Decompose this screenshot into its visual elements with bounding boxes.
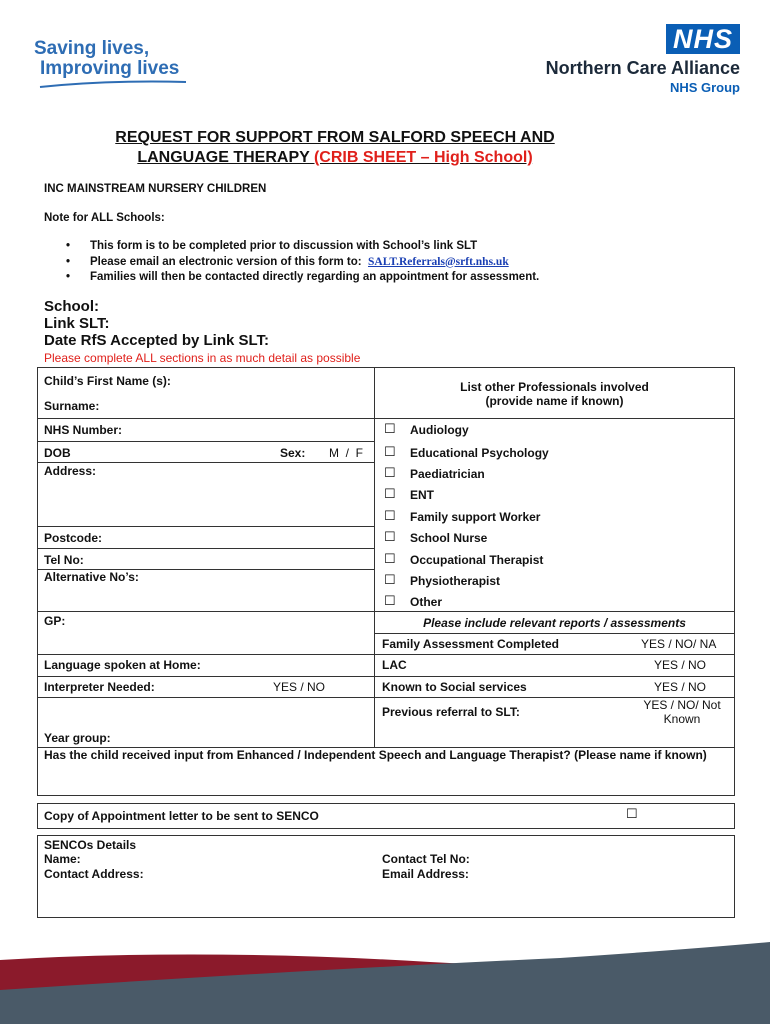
org-group: NHS Group xyxy=(669,80,740,95)
professional-checkbox[interactable]: ☐ xyxy=(384,572,396,587)
professional-checkbox[interactable]: ☐ xyxy=(384,529,396,544)
table-divider xyxy=(374,367,375,747)
family-assessment-options: YES / NO/ NA xyxy=(641,637,717,651)
note-bullets xyxy=(44,239,539,286)
professional-label: Other xyxy=(410,595,443,609)
social-services-options: YES / NO xyxy=(654,680,707,694)
enhanced-question: Has the child received input from Enhanced / Independent Speech and Language Therapist? (Please name if known) xyxy=(44,748,707,762)
subtitle: INC MAINSTREAM NURSERY CHILDREN xyxy=(44,183,267,195)
logo-swoosh-icon xyxy=(38,78,188,90)
sex-label: Sex: xyxy=(280,446,306,460)
social-services-label: Known to Social services xyxy=(382,680,527,694)
interpreter-label: Interpreter Needed: xyxy=(44,680,155,694)
professional-checkbox[interactable]: ☐ xyxy=(384,421,396,436)
professional-checkbox[interactable]: ☐ xyxy=(384,551,396,566)
title-highlight: (CRIB SHEET – High School) xyxy=(313,149,533,166)
previous-referral-options-line2: Known xyxy=(663,712,701,726)
professional-checkbox[interactable]: ☐ xyxy=(384,593,396,608)
professional-checkbox[interactable]: ☐ xyxy=(384,486,396,501)
family-assessment-label: Family Assessment Completed xyxy=(382,637,559,651)
surname-label: Surname: xyxy=(44,399,100,413)
bullet-3: • Families will then be contacted directly regarding an appointment for assessment. xyxy=(44,270,539,286)
language-label: Language spoken at Home: xyxy=(44,658,201,672)
link-slt-label: Link SLT: xyxy=(44,315,110,332)
title-line1: REQUEST FOR SUPPORT FROM SALFORD SPEECH AND xyxy=(115,129,555,146)
footer-wave-decoration xyxy=(0,930,770,1024)
gp-label: GP: xyxy=(44,614,66,628)
appointment-letter-checkbox[interactable]: ☐ xyxy=(626,806,638,821)
professional-label: Educational Psychology xyxy=(410,446,549,460)
postcode-label: Postcode: xyxy=(44,531,103,545)
professional-label: School Nurse xyxy=(410,531,488,545)
professionals-header xyxy=(374,380,735,408)
previous-referral-label: Previous referral to SLT: xyxy=(382,705,520,719)
org-name: Northern Care Alliance xyxy=(545,58,740,78)
year-group-label: Year group: xyxy=(44,731,111,745)
date-rfs-label: Date RfS Accepted by Link SLT: xyxy=(44,332,270,349)
lac-label: LAC xyxy=(382,658,407,672)
bullet-2-text: Please email an electronic version of this form to: xyxy=(90,255,362,268)
professional-label: Audiology xyxy=(410,423,469,437)
tel-label: Tel No: xyxy=(44,553,84,567)
professional-label: Occupational Therapist xyxy=(410,553,544,567)
senco-email-label: Email Address: xyxy=(382,867,469,881)
previous-referral-options-line1: YES / NO/ Not xyxy=(643,698,721,712)
senco-address-label: Contact Address: xyxy=(44,867,144,881)
alt-no-label: Alternative No’s: xyxy=(44,570,139,584)
logo-line1: Saving lives, xyxy=(34,38,150,59)
bullet-1: • This form is to be completed prior to discussion with School’s link SLT xyxy=(44,239,539,255)
page-title xyxy=(40,128,630,168)
nhs-logo: NHS xyxy=(666,24,740,54)
appointment-letter-label: Copy of Appointment letter to be sent to SENCO xyxy=(44,809,319,823)
professionals-header-line2: (provide name if known) xyxy=(485,394,624,408)
logo-line2: Improving lives xyxy=(40,58,180,79)
referral-email-link[interactable]: SALT.Referrals@srft.nhs.uk xyxy=(368,255,509,268)
dob-label: DOB xyxy=(44,446,71,460)
interpreter-options: YES / NO xyxy=(273,680,326,694)
professionals-header-line1: List other Professionals involved xyxy=(460,380,649,394)
school-label: School: xyxy=(44,298,99,315)
saving-lives-logo xyxy=(34,38,194,90)
address-label: Address: xyxy=(44,464,97,478)
nhs-number-label: NHS Number: xyxy=(44,423,123,437)
previous-referral-options xyxy=(636,698,728,726)
instruction-note: Please complete ALL sections in as much detail as possible xyxy=(44,351,361,365)
professional-checkbox[interactable]: ☐ xyxy=(384,465,396,480)
sex-options: M / F xyxy=(329,446,363,460)
child-first-name-label: Child’s First Name (s): xyxy=(44,374,171,388)
professional-label: ENT xyxy=(410,488,434,502)
senco-tel-label: Contact Tel No: xyxy=(382,852,470,866)
senco-name-label: Name: xyxy=(44,852,81,866)
professional-label: Physiotherapist xyxy=(410,574,501,588)
professional-label: Family support Worker xyxy=(410,510,541,524)
professional-checkbox[interactable]: ☐ xyxy=(384,444,396,459)
title-line2: LANGUAGE THERAPY xyxy=(137,149,310,166)
professional-checkbox[interactable]: ☐ xyxy=(384,508,396,523)
reports-note: Please include relevant reports / assessments xyxy=(423,616,686,630)
senco-heading: SENCOs Details xyxy=(44,838,137,852)
lac-options: YES / NO xyxy=(654,658,707,672)
bullet-2 xyxy=(44,255,539,271)
note-heading: Note for ALL Schools: xyxy=(44,212,165,224)
professional-label: Paediatrician xyxy=(410,467,485,481)
